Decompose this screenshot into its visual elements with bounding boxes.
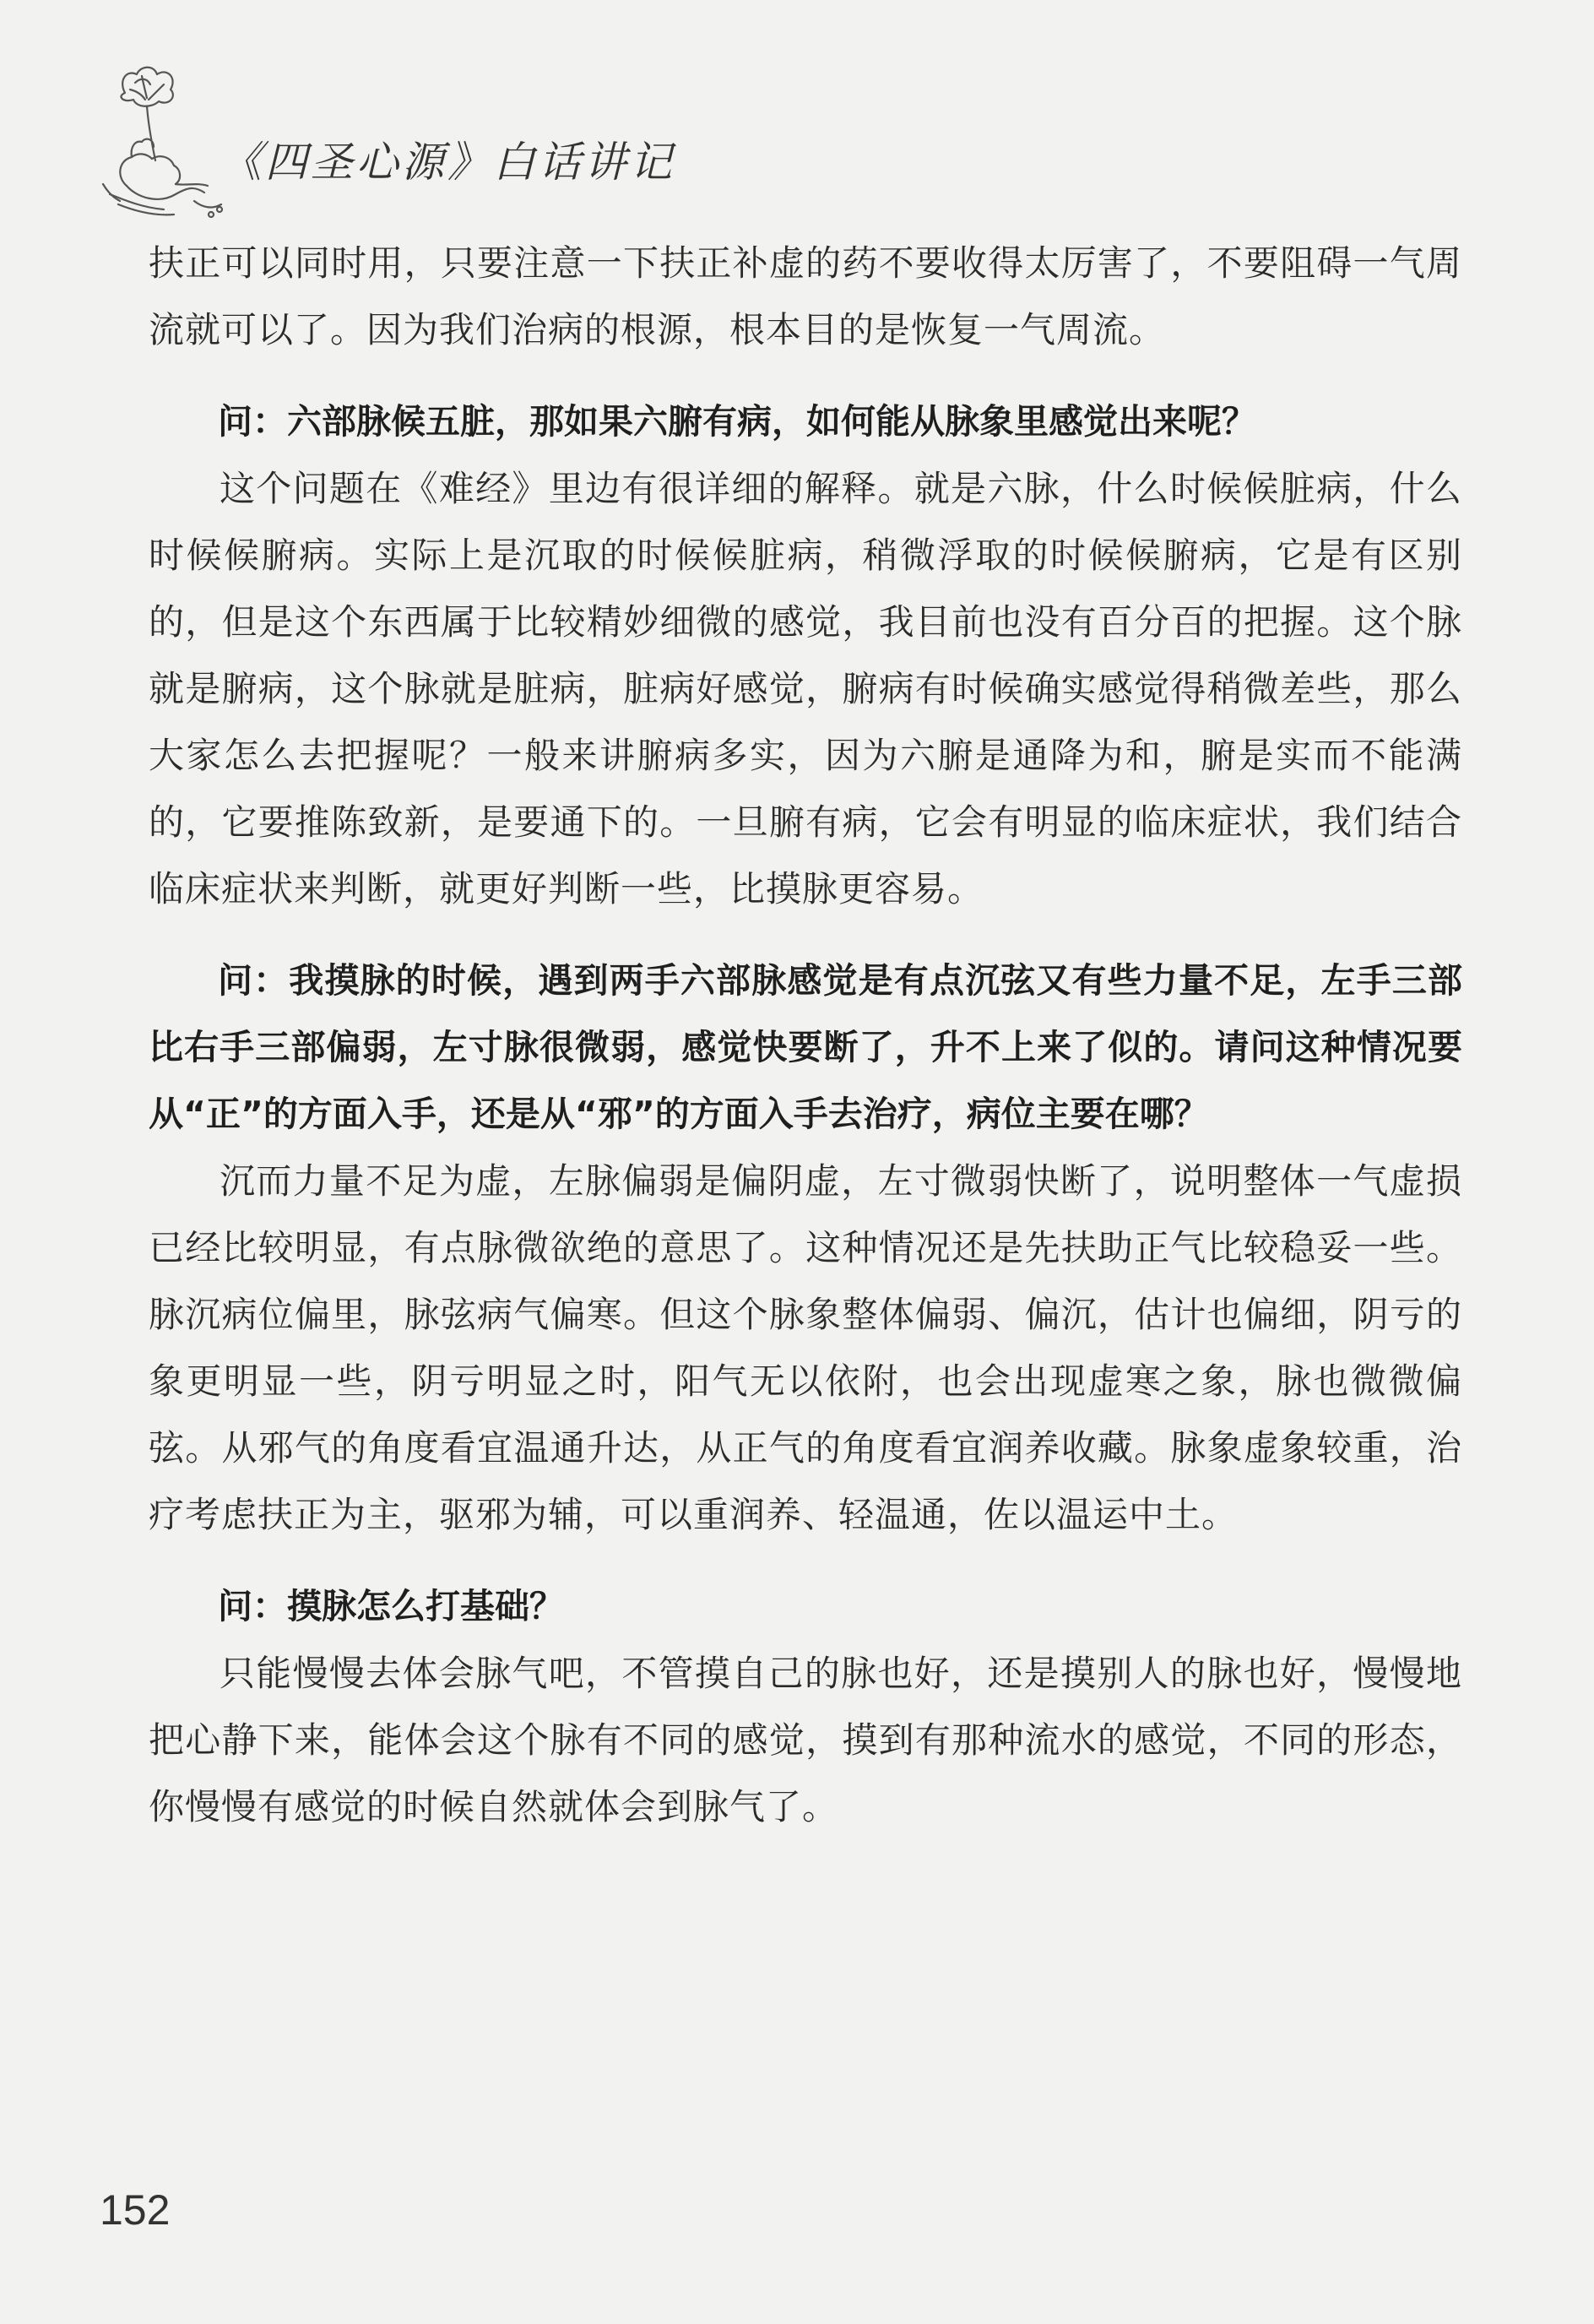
spacer: [149, 922, 1462, 948]
spacer: [149, 1548, 1462, 1573]
paragraph: 扶正可以同时用，只要注意一下扶正补虚的药不要收得太厉害了，不要阻碍一气周流就可以了。因为我们治病的根源，根本目的是恢复一气周流。: [149, 242, 1462, 350]
spacer: [149, 363, 1462, 388]
question-heading: 问：六部脉候五脏，那如果六腑有病，如何能从脉象里感觉出来呢？: [218, 401, 1256, 442]
question-heading: 问：摸脉怎么打基础？: [218, 1586, 564, 1626]
page-header: [93, 59, 768, 220]
paragraph: 只能慢慢去体会脉气吧，不管摸自己的脉也好，还是摸别人的脉也好，慢慢地把心静下来，能体会这个脉有不同的感觉，摸到有那种流水的感觉，不同的形态，你慢慢有感觉的时候自然就体会到脉气了。: [149, 1653, 1462, 1827]
running-title: 《四圣心源》白话讲记: [220, 138, 675, 187]
page-body: [149, 230, 1462, 1840]
lotus-hand-icon: [93, 59, 236, 220]
page-number: 152: [100, 2186, 171, 2234]
question-heading: 问：我摸脉的时候，遇到两手六部脉感觉是有点沉弦又有些力量不足，左手三部比右手三部偏弱，左寸脉很微弱，感觉快要断了，升不上来了似的。请问这种情况要从“正”的方面入手，还是从“邪”的方面入手去治疗，病位主要在哪？: [149, 960, 1462, 1134]
paragraph: 这个问题在《难经》里边有很详细的解释。就是六脉，什么时候候脏病，什么时候候腑病。实际上是沉取的时候候脏病，稍微浮取的时候候腑病，它是有区别的，但是这个东西属于比较精妙细微的感觉，我目前也没有百分百的把握。这个脉就是腑病，这个脉就是脏病，脏病好感觉，腑病有时候确实感觉得稍微差些，那么大家怎么去把握呢？一般来讲腑病多实，因为六腑是通降为和，腑是实而不能满的，它要推陈致新，是要通下的。一旦腑有病，它会有明显的临床症状，我们结合临床症状来判断，就更好判断一些，比摸脉更容易。: [149, 468, 1462, 910]
paragraph: 沉而力量不足为虚，左脉偏弱是偏阴虚，左寸微弱快断了，说明整体一气虚损已经比较明显，有点脉微欲绝的意思了。这种情况还是先扶助正气比较稳妥一些。脉沉病位偏里，脉弦病气偏寒。但这个脉象整体偏弱、偏沉，估计也偏细，阴亏的象更明显一些，阴亏明显之时，阳气无以依附，也会出现虚寒之象，脉也微微偏弦。从邪气的角度看宜温通升达，从正气的角度看宜润养收藏。脉象虚象较重，治疗考虑扶正为主，驱邪为辅，可以重润养、轻温通，佐以温运中土。: [149, 1160, 1462, 1535]
